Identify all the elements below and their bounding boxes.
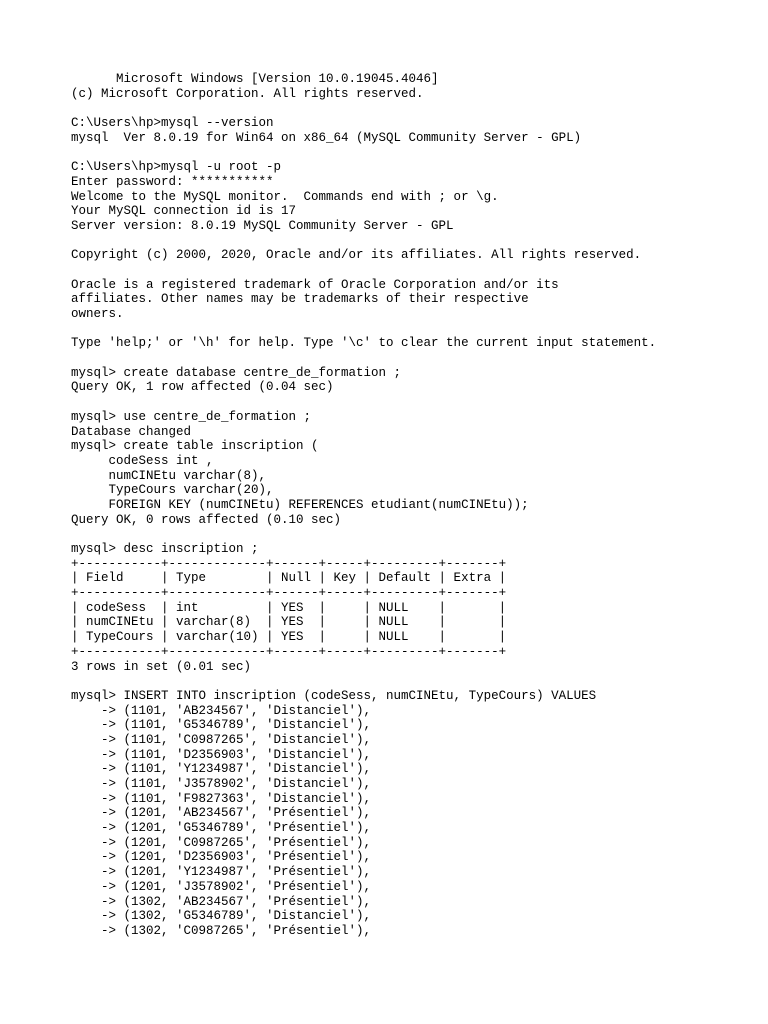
desc-table-row: | numCINEtu | varchar(8) | YES | | NULL | | (71, 615, 507, 630)
connection-id-line: Your MySQL connection id is 17 (71, 204, 297, 219)
desc-command: mysql> desc inscription ; (71, 542, 259, 556)
blank-line (71, 263, 761, 278)
insert-value-row: -> (1302, 'AB234567', 'Présentiel'), (71, 894, 372, 909)
desc-table-header: | Field | Type | Null | Key | Default | Extra | (71, 571, 507, 586)
desc-table-row: | TypeCours | varchar(10) | YES | | NULL | | (71, 630, 507, 645)
create-database-result: Query OK, 1 row affected (0.04 sec) (71, 380, 334, 395)
insert-value-row: -> (1201, 'G5346789', 'Présentiel'), (71, 821, 372, 836)
insert-value-row: -> (1302, 'G5346789', 'Distanciel'), (71, 909, 372, 924)
desc-result: 3 rows in set (0.01 sec) (71, 659, 252, 674)
use-database-command: mysql> use centre_de_formation ; (71, 409, 312, 424)
terminal-transcript (71, 72, 761, 939)
desc-table-border: +-----------+-------------+------+-----+---------+-------+ (71, 586, 507, 601)
create-table-column-line: numCINEtu varchar(8), (71, 468, 267, 483)
oracle-copyright-line: Copyright (c) 2000, 2020, Oracle and/or its affiliates. All rights reserved. (71, 248, 642, 263)
blank-line (71, 234, 761, 249)
blank-line (71, 527, 761, 542)
trademark-line: affiliates. Other names may be trademarks of their respective (71, 292, 529, 307)
use-database-result: Database changed (71, 424, 192, 439)
desc-table-row: | codeSess | int | YES | | NULL | | (71, 600, 507, 615)
create-database-command: mysql> create database centre_de_formation ; (71, 365, 402, 380)
create-table-result: Query OK, 0 rows affected (0.10 sec) (71, 512, 342, 527)
insert-value-row: -> (1101, 'J3578902', 'Distanciel'), (71, 777, 372, 791)
login-command-line: C:\Users\hp>mysql -u root -p (71, 160, 282, 175)
insert-value-row: -> (1101, 'AB234567', 'Distanciel'), (71, 703, 372, 718)
insert-value-row: -> (1101, 'Y1234987', 'Distanciel'), (71, 762, 372, 777)
help-text-line: Type 'help;' or '\h' for help. Type '\c' to clear the current input statement. (71, 336, 657, 351)
blank-line (71, 351, 761, 366)
server-version-line: Server version: 8.0.19 MySQL Community Server - GPL (71, 218, 454, 233)
blank-line (71, 145, 761, 160)
insert-value-row: -> (1201, 'AB234567', 'Présentiel'), (71, 806, 372, 821)
insert-command: mysql> INSERT INTO inscription (codeSess, numCINEtu, TypeCours) VALUES (71, 688, 597, 703)
desc-table-border: +-----------+-------------+------+-----+---------+-------+ (71, 556, 507, 571)
desc-table-border: +-----------+-------------+------+-----+---------+-------+ (71, 644, 507, 659)
trademark-line: Oracle is a registered trademark of Oracle Corporation and/or its (71, 277, 559, 292)
create-table-column-line: codeSess int , (71, 453, 214, 468)
trademark-line: owners. (71, 307, 124, 321)
create-table-foreign-key-line: FOREIGN KEY (numCINEtu) REFERENCES etudiant(numCINEtu)); (71, 497, 529, 512)
insert-value-row: -> (1201, 'D2356903', 'Présentiel'), (71, 850, 372, 865)
blank-line (71, 395, 761, 410)
blank-line (71, 322, 761, 337)
insert-value-row: -> (1201, 'J3578902', 'Présentiel'), (71, 879, 372, 894)
insert-value-row: -> (1101, 'F9827363', 'Distanciel'), (71, 791, 372, 806)
insert-value-row: -> (1101, 'D2356903', 'Distanciel'), (71, 747, 372, 762)
insert-value-row: -> (1101, 'C0987265', 'Distanciel'), (71, 732, 372, 747)
password-prompt-line: Enter password: *********** (71, 174, 274, 189)
insert-value-row: -> (1302, 'C0987265', 'Présentiel'), (71, 923, 372, 938)
insert-value-row: -> (1201, 'Y1234987', 'Présentiel'), (71, 865, 372, 880)
microsoft-copyright-line: (c) Microsoft Corporation. All rights reserved. (71, 86, 424, 101)
create-table-column-line: TypeCours varchar(20), (71, 483, 274, 498)
windows-version-line: Microsoft Windows [Version 10.0.19045.4046] (71, 72, 439, 86)
version-command-line: C:\Users\hp>mysql --version (71, 116, 274, 131)
blank-line (71, 101, 761, 116)
insert-value-row: -> (1201, 'C0987265', 'Présentiel'), (71, 835, 372, 850)
blank-line (71, 674, 761, 689)
create-table-command: mysql> create table inscription ( (71, 439, 319, 454)
insert-value-row: -> (1101, 'G5346789', 'Distanciel'), (71, 718, 372, 733)
version-output-line: mysql Ver 8.0.19 for Win64 on x86_64 (MySQL Community Server - GPL) (71, 130, 582, 145)
welcome-line: Welcome to the MySQL monitor. Commands end with ; or \g. (71, 189, 499, 204)
